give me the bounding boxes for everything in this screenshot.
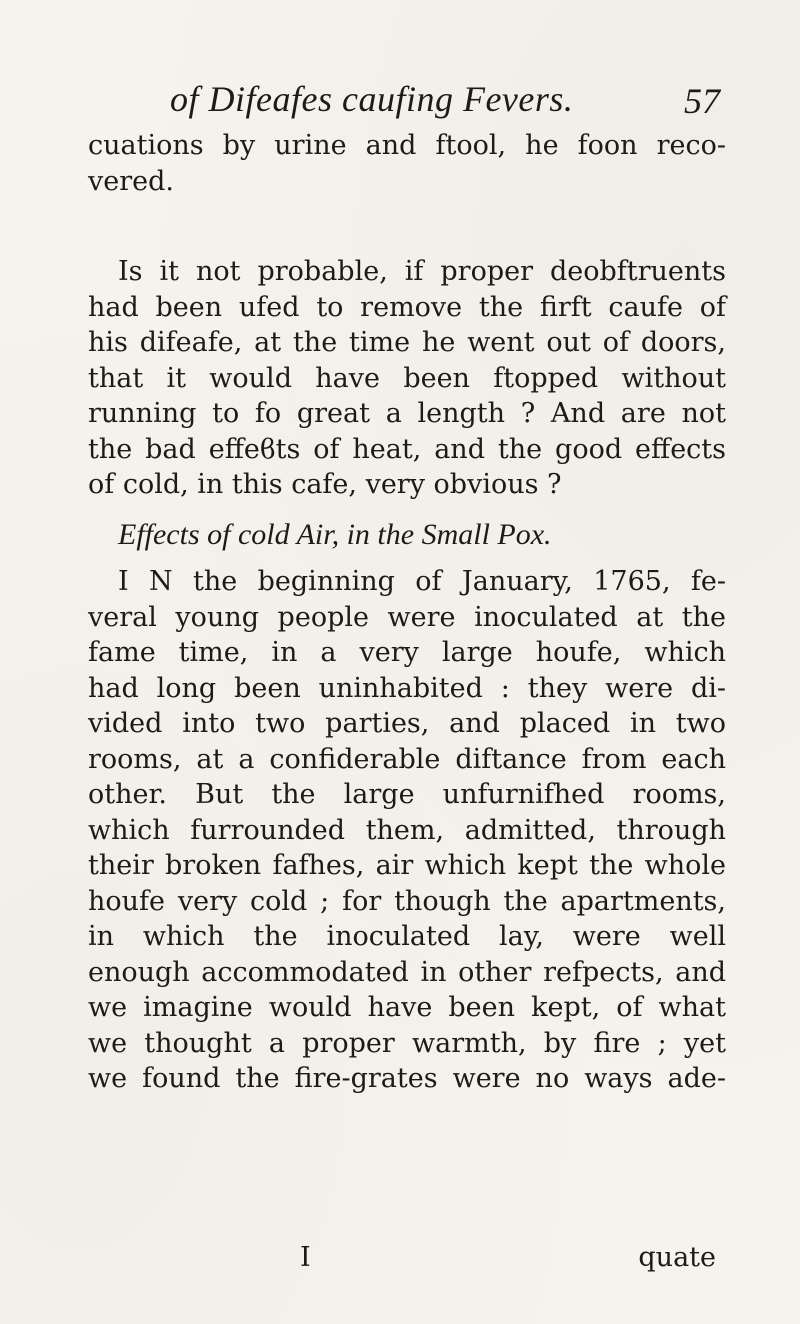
- text-line: we found the fire-grates were no ways ade-: [88, 1063, 726, 1094]
- text-line: in which the inoculated lay, were well: [88, 921, 726, 952]
- page-number: 57: [684, 81, 720, 121]
- text-line: had been ufed to remove the firft caufe of: [88, 291, 726, 323]
- text-line: their broken fafhes, air which kept the whole: [88, 850, 726, 881]
- text-line: of cold, in this cafe, very obvious ?: [88, 469, 562, 500]
- paragraph-smallpox: [88, 564, 726, 1097]
- text-line: which furrounded them, admitted, through: [88, 814, 726, 846]
- text-line: houfe very cold ; for though the apartments,: [88, 885, 726, 917]
- text-line: Is it not probable, if proper deobftruents: [118, 256, 726, 287]
- text-line: I N the beginning of January, 1765, fe-: [118, 566, 726, 597]
- section-heading: Effects of cold Air, in the Small Pox.: [118, 518, 552, 551]
- text-line: fame time, in a very large houfe, which: [88, 637, 726, 668]
- paragraph-question: [88, 254, 726, 503]
- text-line: veral young people were inoculated at the: [88, 601, 726, 633]
- text-line: cuations by urine and ftool, he foon reco-: [88, 130, 726, 161]
- text-line: enough accommodated in other refpects, and: [88, 956, 726, 988]
- running-head: of Difeafes caufing Fevers.: [170, 79, 574, 119]
- page-header: [160, 78, 720, 128]
- text-line: we thought a proper warmth, by fire ; yet: [88, 1027, 726, 1059]
- text-line: had long been uninhabited : they were di-: [88, 672, 726, 704]
- signature-mark: I: [300, 1242, 311, 1273]
- text-line: his difeafe, at the time he went out of doors,: [88, 327, 726, 358]
- text-line: we imagine would have been kept, of what: [88, 992, 726, 1023]
- paragraph-continuation: [88, 128, 726, 199]
- text-line: running to fo great a length ? And are not: [88, 398, 726, 429]
- text-line: vided into two parties, and placed in two: [88, 708, 726, 739]
- text-line: the bad effeϐts of heat, and the good effects: [88, 433, 726, 465]
- page-footer: [88, 1242, 726, 1278]
- catchword: quate: [638, 1242, 716, 1273]
- text-line: that it would have been ftopped without: [88, 362, 726, 394]
- text-line: rooms, at a confiderable diftance from each: [88, 743, 726, 775]
- text-line: other. But the large unfurnifhed rooms,: [88, 779, 726, 810]
- text-line: vered.: [88, 165, 174, 197]
